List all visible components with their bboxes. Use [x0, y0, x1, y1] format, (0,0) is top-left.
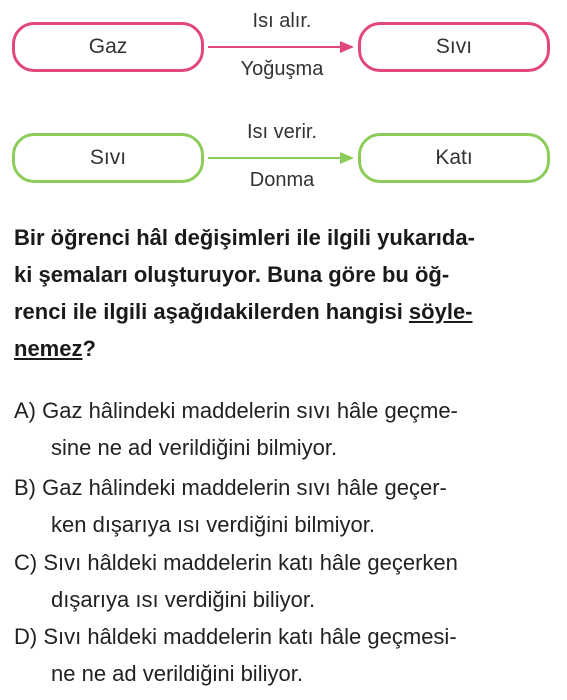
row2-bottom-label: Donma [249, 169, 315, 191]
question-line-3 [14, 293, 554, 330]
liquid-box-row2 [12, 133, 204, 183]
option-d-line-1[interactable]: D) Sıvı hâldeki maddelerin katı hâle geçmesi- [14, 624, 457, 649]
option-b-line-1[interactable]: B) Gaz hâlindeki maddelerin sıvı hâle geçer- [14, 475, 447, 500]
solid-label: Katı [435, 146, 473, 169]
liquid-label-row1: Sıvı [435, 35, 473, 58]
row1-arrow [206, 40, 356, 54]
liquid-box-row1 [358, 22, 550, 72]
option-a-line-1[interactable]: A) Gaz hâlindeki maddelerin sıvı hâle geçme- [14, 398, 458, 423]
row2-arrow [206, 151, 356, 165]
question-line-3-text: renci ile ilgili aşağıdakilerden hangisi [14, 299, 409, 324]
question-underlined-1: söyle- [408, 299, 473, 324]
row1-top-label: Isı alır. [252, 10, 312, 32]
gas-box [12, 22, 204, 72]
question-underlined-2: nemez [14, 336, 83, 361]
question-mark: ? [82, 336, 96, 361]
option-d-line-2[interactable]: ne ne ad verildiğini biliyor. [51, 661, 303, 686]
question-text [14, 219, 554, 367]
option-b-line-2[interactable]: ken dışarıya ısı verdiğini bilmiyor. [51, 512, 376, 537]
question-line-1: Bir öğrenci hâl değişimleri ile ilgili yukarıda- [14, 225, 475, 250]
gas-label: Gaz [88, 35, 128, 58]
question-line-2: ki şemaları oluşturuyor. Buna göre bu öğ- [14, 262, 450, 287]
row1-bottom-label: Yoğuşma [240, 58, 324, 80]
liquid-label-row2: Sıvı [89, 146, 127, 169]
question-line-4 [14, 330, 554, 367]
row2-top-label: Isı verir. [246, 121, 317, 143]
option-a-line-2[interactable]: sine ne ad verildiğini bilmiyor. [51, 435, 338, 460]
option-c-line-1[interactable]: C) Sıvı hâldeki maddelerin katı hâle geçerken [14, 550, 458, 575]
solid-box [358, 133, 550, 183]
option-c-line-2[interactable]: dışarıya ısı verdiğini biliyor. [51, 587, 316, 612]
